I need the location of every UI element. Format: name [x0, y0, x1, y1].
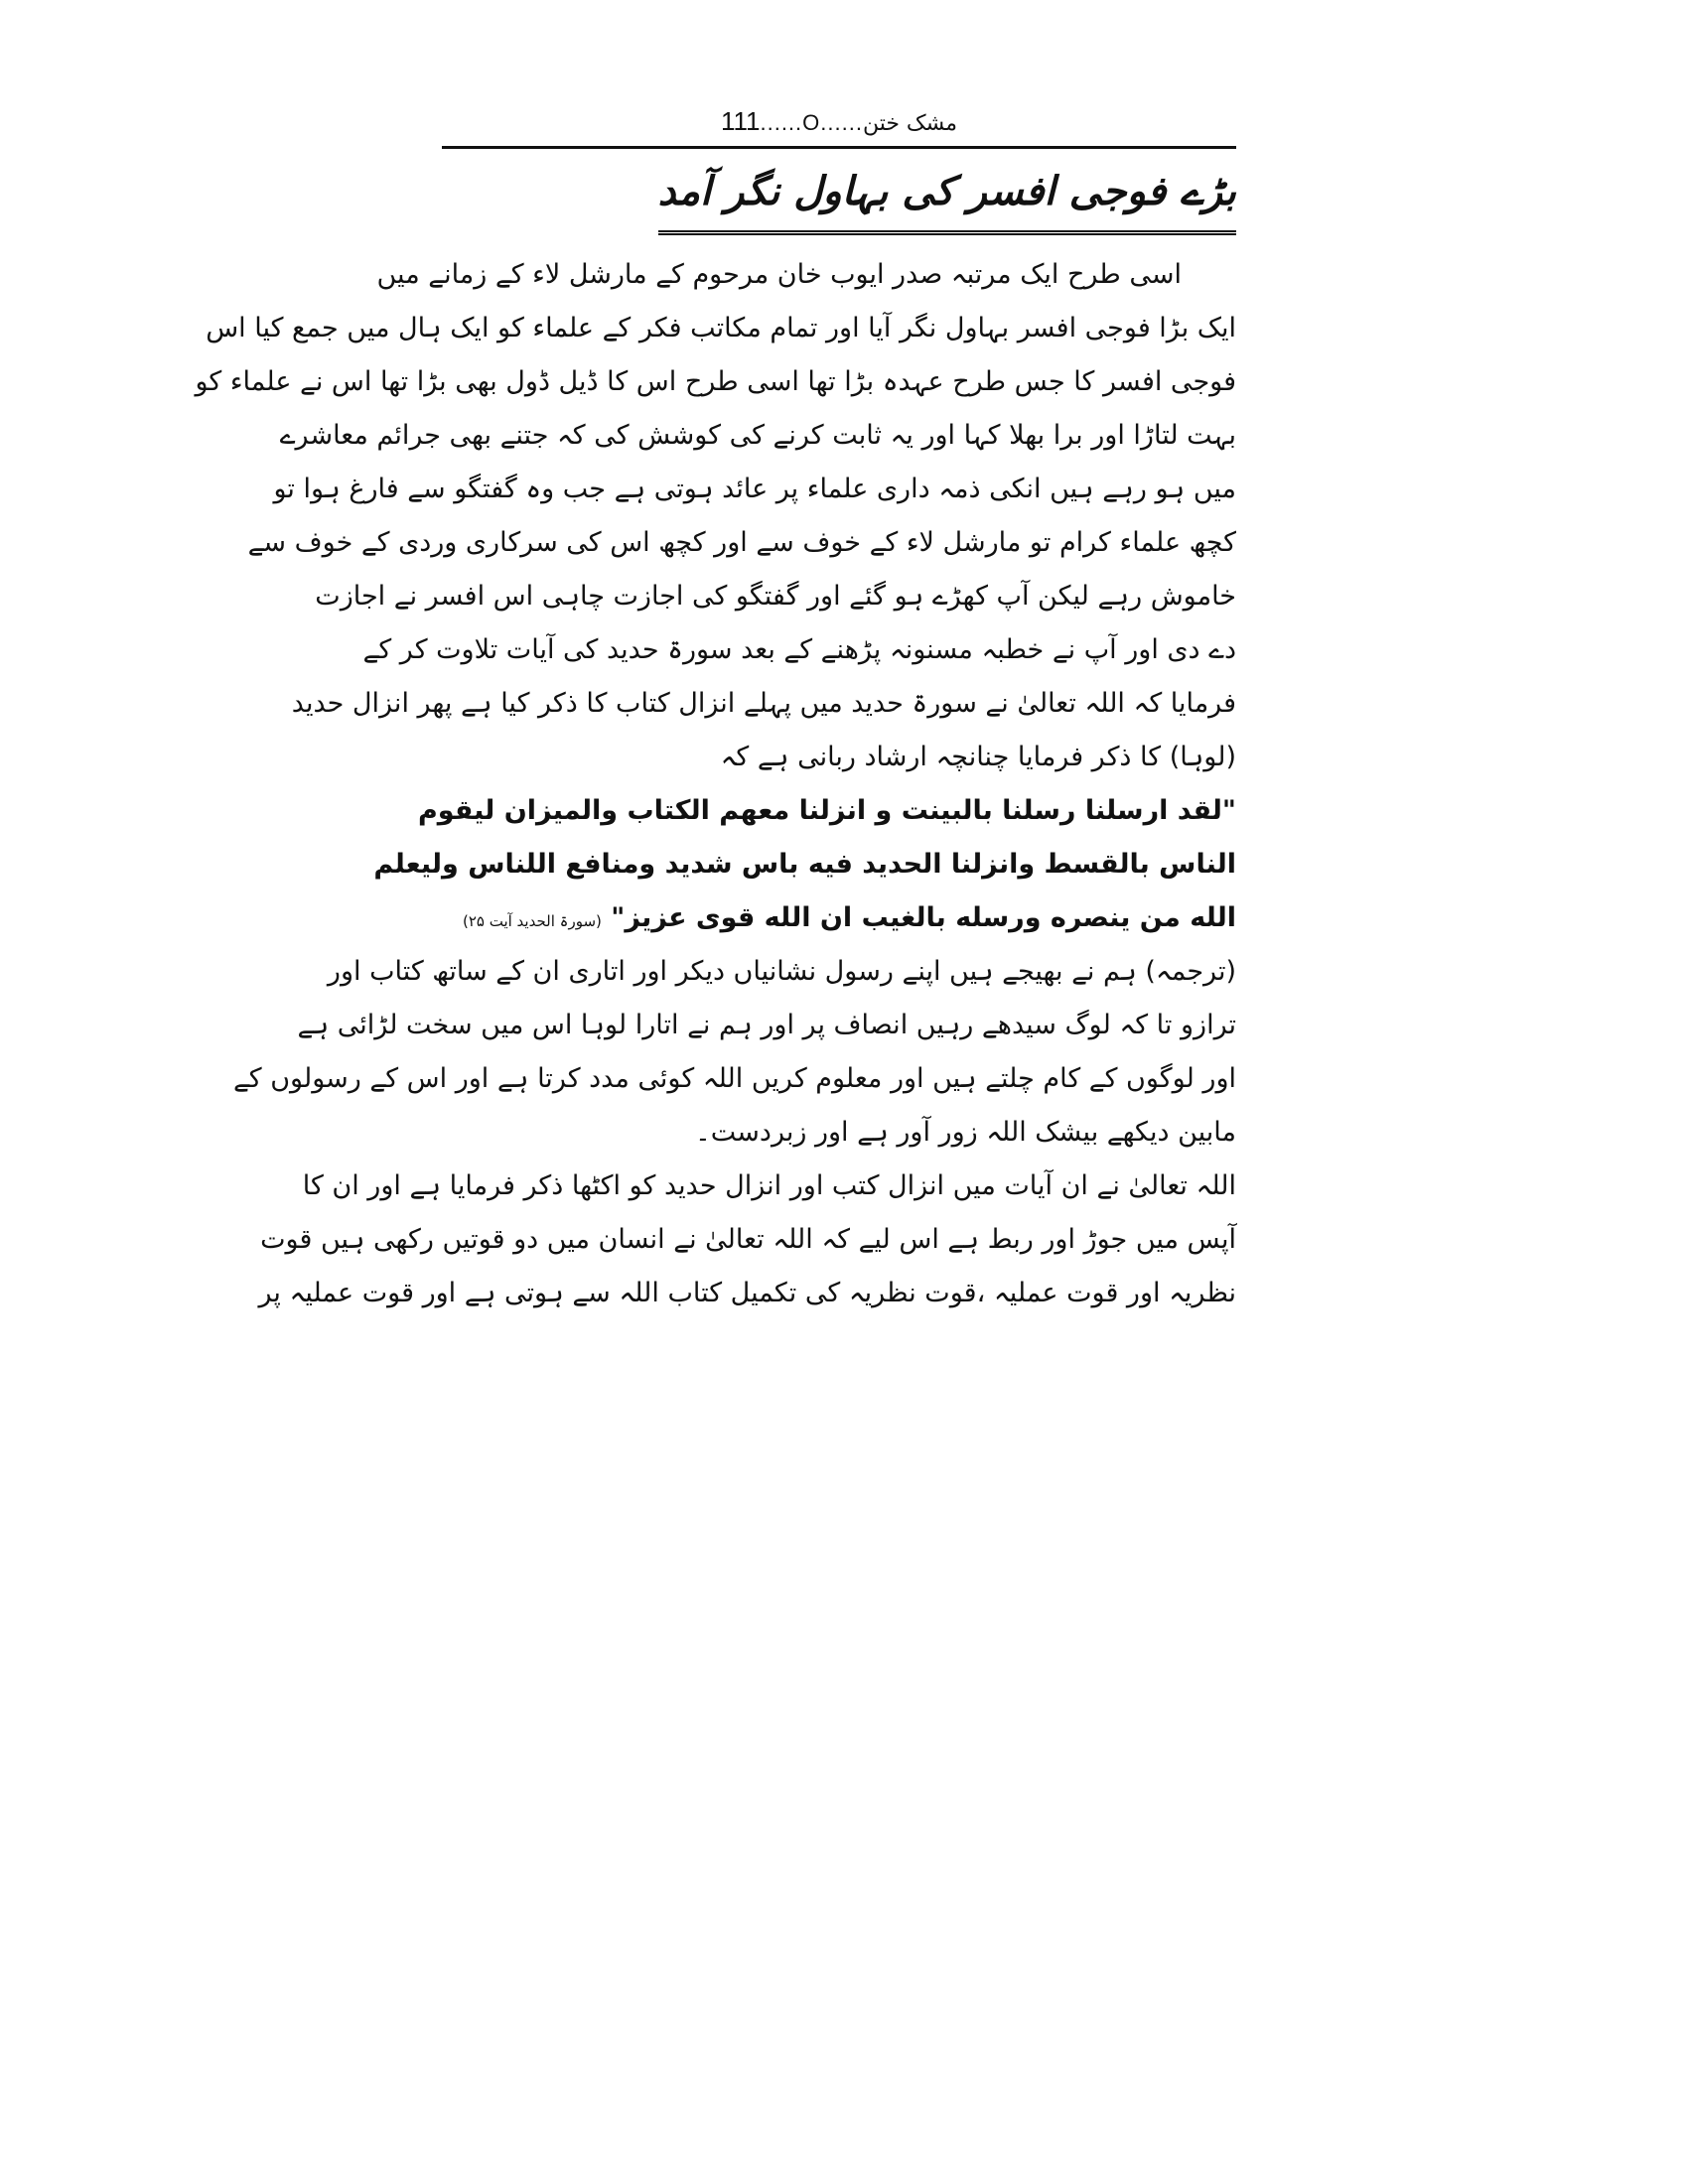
translation — [232, 945, 1236, 1160]
verse-line-text: الله من ينصره ورسله بالغيب ان الله قوى عزيز" — [611, 902, 1236, 933]
page-number: 111 — [720, 106, 761, 136]
translation-line: اور لوگوں کے کام چلتے ہیں اور معلوم کریں اللہ کوئی مدد کرتا ہے اور اس کے رسولوں کے — [232, 1063, 1236, 1094]
paragraph-1 — [195, 248, 1236, 784]
text-line: میں ہو رہے ہیں انکی ذمہ داری علماء پر عائد ہوتی ہے جب وہ گفتگو سے فارغ ہوا تو — [273, 474, 1236, 504]
section-title: بڑے فوجی افسر کی بہاول نگر آمد — [658, 157, 1236, 235]
verse-line: الناس بالقسط وانزلنا الحديد فيه باس شديد ومنافع اللناس وليعلم — [373, 849, 1236, 880]
translation-line: ترازو تا کہ لوگ سیدھے رہیں انصاف پر اور ہم نے اتارا لوہا اس میں سخت لڑائی ہے — [297, 1010, 1236, 1040]
text-line: فوجی افسر کا جس طرح عہدہ بڑا تھا اسی طرح اس کا ڈیل ڈول بھی بڑا تھا اس نے علماء کو — [195, 366, 1236, 397]
text-line: فرمایا کہ اللہ تعالیٰ نے سورۃ حدید میں پہلے انزال کتاب کا ذکر کیا ہے پھر انزال حدید — [291, 688, 1236, 719]
translation-line: مابین دیکھے بیشک اللہ زور آور ہے اور زبردست۔ — [694, 1117, 1236, 1148]
text-line: (لوہا) کا ذکر فرمایا چنانچہ ارشاد ربانی ہے کہ — [720, 742, 1236, 772]
text-line: بہت لتاڑا اور برا بھلا کہا اور یہ ثابت کرنے کی کوشش کی کہ جتنے بھی جرائم معاشرے — [279, 420, 1236, 451]
body-text — [195, 248, 1236, 1320]
section-title-container — [442, 157, 1236, 235]
text-line: نظریہ اور قوت عملیہ ،قوت نظریہ کی تکمیل کتاب اللہ سے ہوتی ہے اور قوت عملیہ پر — [258, 1278, 1236, 1308]
text-line: ایک بڑا فوجی افسر بہاول نگر آیا اور تمام مکاتب فکر کے علماء کو ایک ہال میں جمع کیا اس — [206, 313, 1236, 343]
header-separator: ......O...... — [760, 110, 863, 135]
header-rule — [442, 146, 1236, 149]
text-line: اسی طرح ایک مرتبہ صدر ایوب خان مرحوم کے مارشل لاء کے زمانے میں — [376, 259, 1182, 290]
text-line: دے دی اور آپ نے خطبہ مسنونہ پڑھنے کے بعد سورۃ حدید کی آیات تلاوت کر کے — [362, 634, 1236, 665]
verse-line: "لقد ارسلنا رسلنا بالبينت و انزلنا معهم الكتاب والميزان ليقوم — [417, 795, 1236, 826]
paragraph-2 — [258, 1160, 1236, 1320]
text-line: کچھ علماء کرام تو مارشل لاء کے خوف سے اور کچھ اس کی سرکاری وردی کے خوف سے — [247, 527, 1236, 558]
book-title: مشک ختن — [862, 111, 958, 136]
quran-verse — [373, 784, 1236, 945]
verse-line-final — [442, 891, 1236, 945]
text-line: خاموش رہے لیکن آپ کھڑے ہو گئے اور گفتگو کی اجازت چاہی اس افسر نے اجازت — [315, 581, 1236, 612]
verse-reference: (سورۃ الحدید آیت ۲۵) — [462, 912, 602, 930]
running-header — [442, 99, 1236, 144]
text-line: اللہ تعالیٰ نے ان آیات میں انزال کتب اور انزال حدید کو اکٹھا ذکر فرمایا ہے اور ان کا — [302, 1170, 1236, 1201]
text-line: آپس میں جوڑ اور ربط ہے اس لیے کہ اللہ تعالیٰ نے انسان میں دو قوتیں رکھی ہیں قوت — [260, 1224, 1236, 1255]
translation-line: (ترجمہ) ہم نے بھیجے ہیں اپنے رسول نشانیاں دیکر اور اتاری ان کے ساتھ کتاب اور — [327, 956, 1236, 987]
